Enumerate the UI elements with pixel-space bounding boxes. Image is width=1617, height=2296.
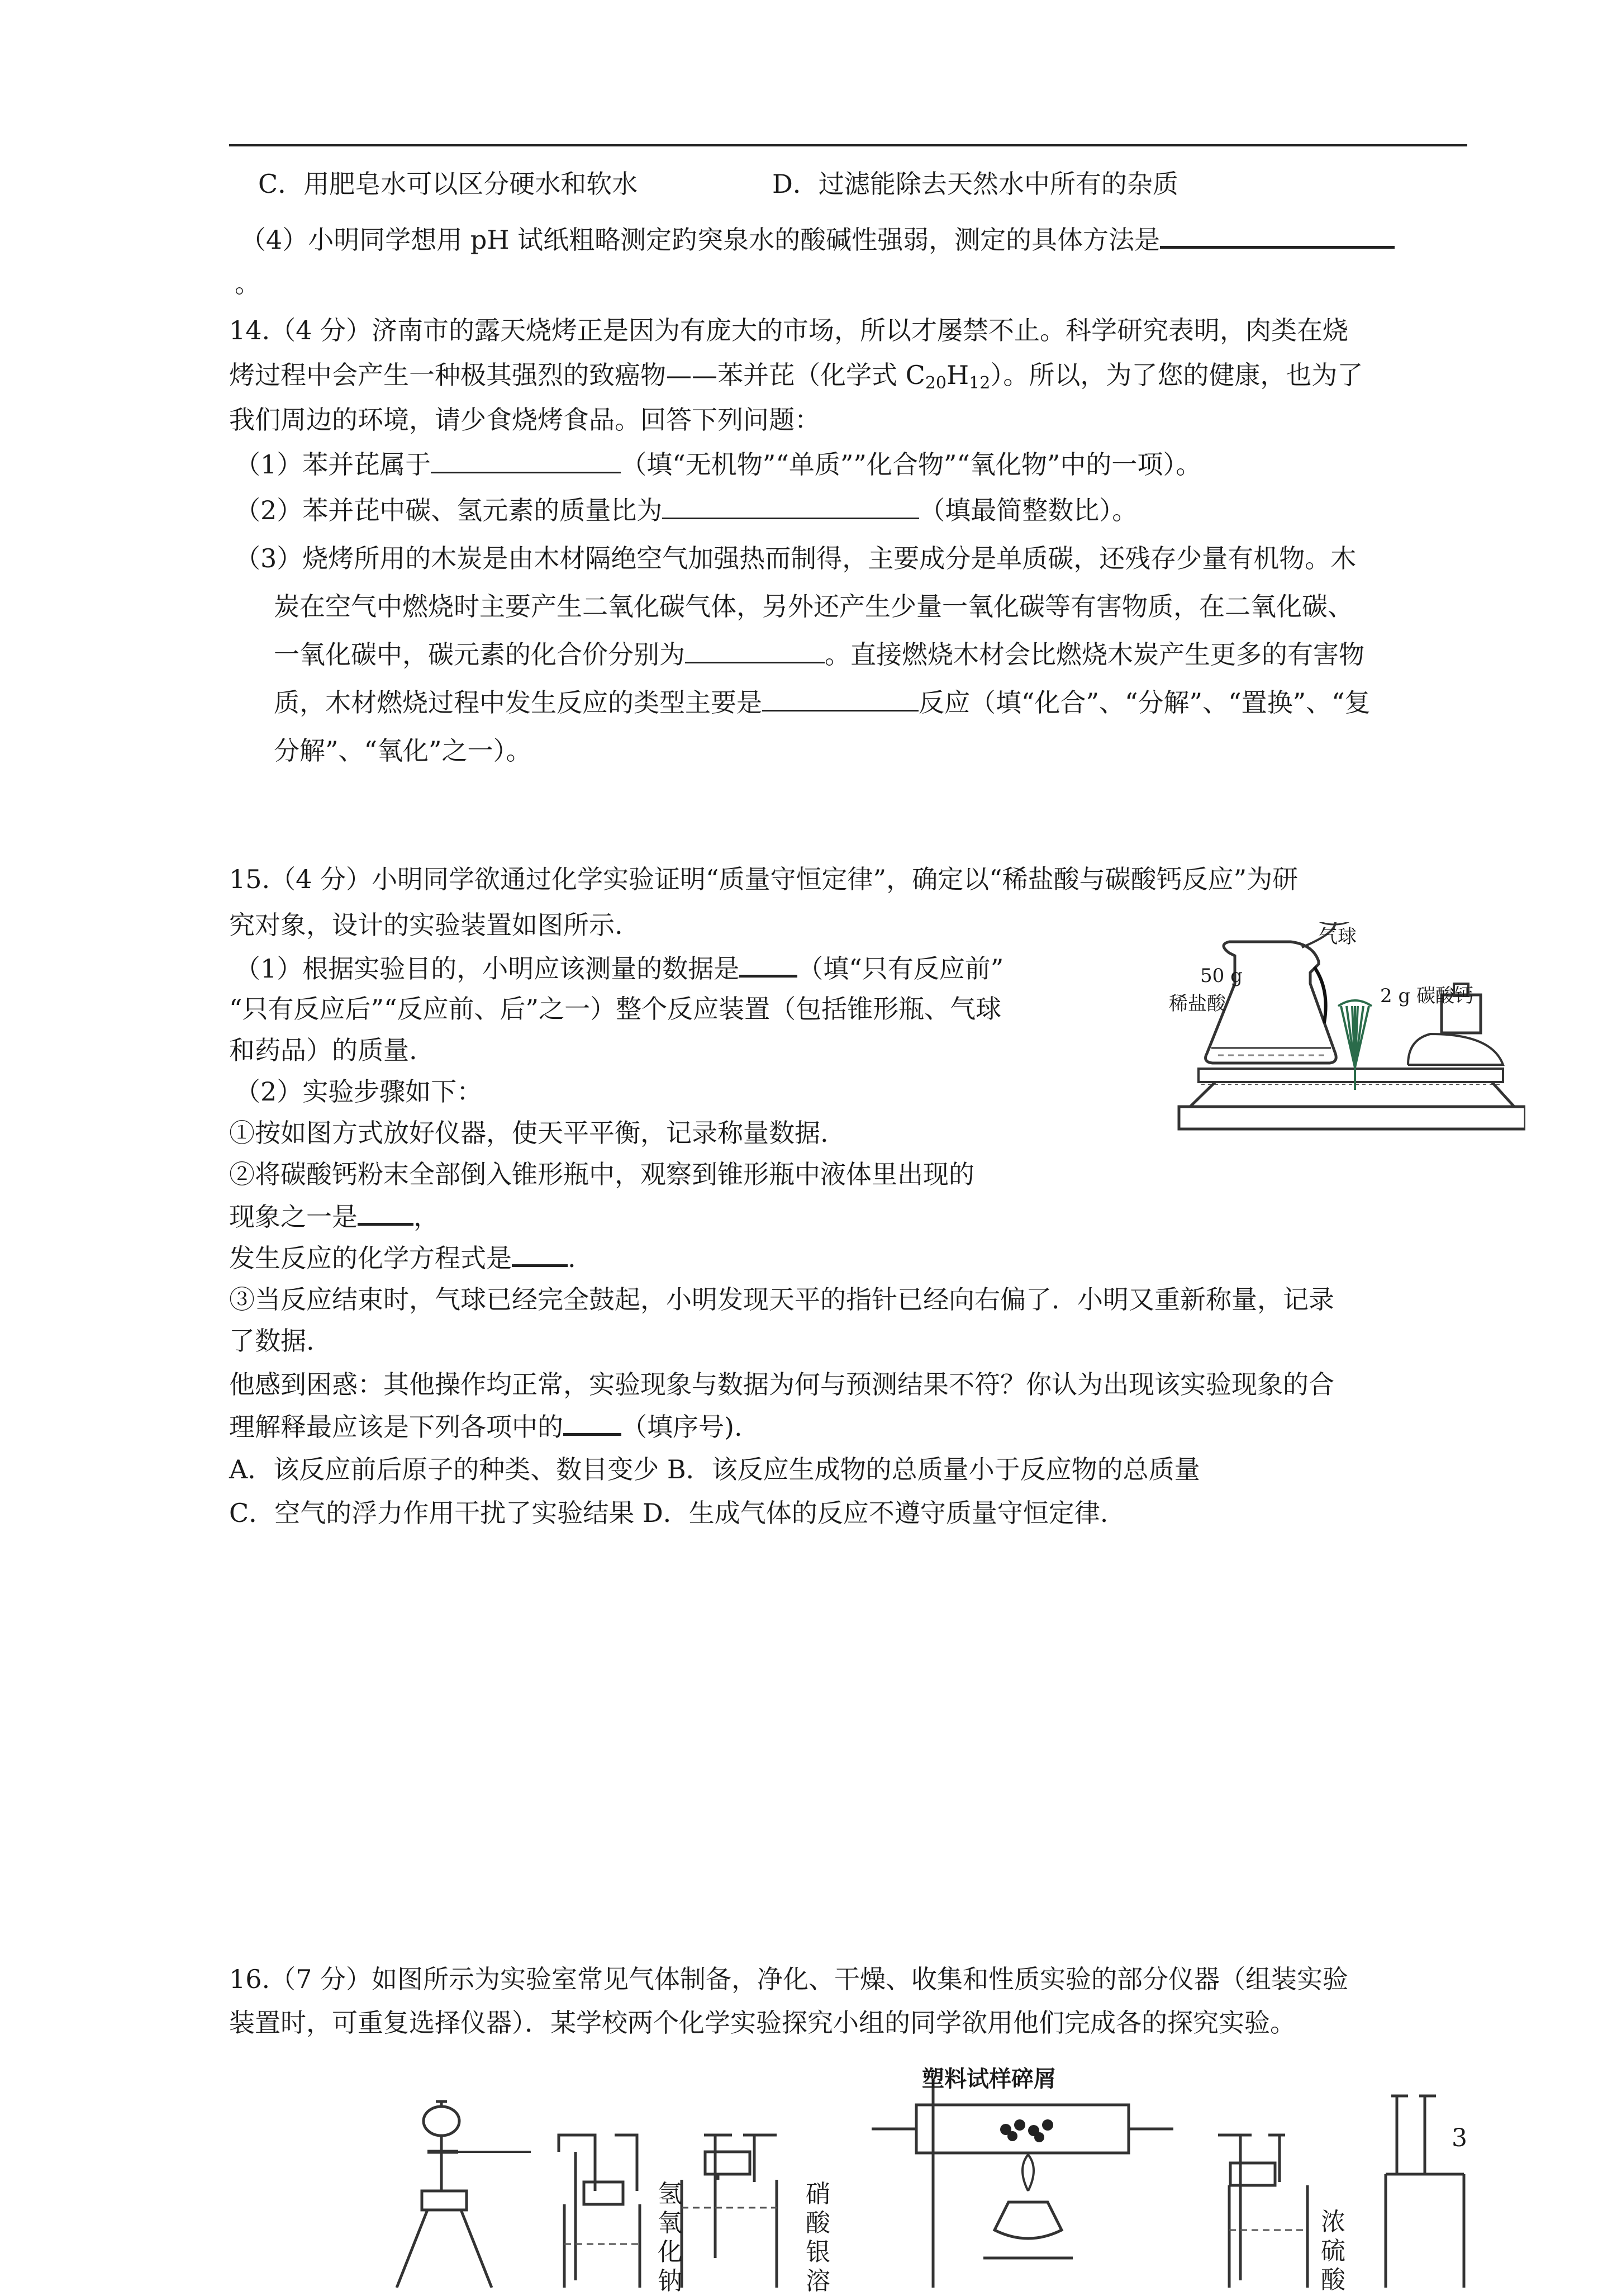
q15-step3-2: 了数据. bbox=[229, 1326, 315, 1356]
q15-intro-2: 究对象，设计的实验装置如图所示. bbox=[229, 910, 623, 940]
q14-part3-4: 质，木材燃烧过程中发生反应的类型主要是 反应（填“化合”、“分解”、“置换”、“复 bbox=[274, 685, 1371, 720]
answer-blank bbox=[358, 1198, 413, 1226]
q15-part1-1: （1）根据实验目的，小明应该测量的数据是 （填“只有反应前” bbox=[235, 950, 1004, 986]
answer-blank bbox=[1160, 221, 1395, 249]
q16-intro-1: 16.（7 分）如图所示为实验室常见气体制备，净化、干燥、收集和性质实验的部分仪器（组装实验 bbox=[229, 1964, 1349, 1994]
balloon-label: 气球 bbox=[1319, 926, 1357, 948]
answer-blank bbox=[431, 447, 621, 473]
agno3-label: 硝 酸 银 溶 bbox=[806, 2180, 830, 2295]
q15-puzzle-2: 理解释最应该是下列各项中的 （填序号). bbox=[229, 1408, 743, 1444]
q14-part3-3: 一氧化碳中，碳元素的化合价分别为 。直接燃烧木材会比燃烧木炭产生更多的有害物 bbox=[274, 637, 1364, 672]
option-d: D．过滤能除去天然水中所有的杂质 bbox=[772, 169, 1178, 199]
q14-part3-2: 炭在空气中燃烧时主要产生二氧化碳气体，另外还产生少量一氧化碳等有害物质，在二氧化碳、 bbox=[274, 591, 1353, 622]
acid-name-label: 稀盐酸 bbox=[1169, 993, 1226, 1015]
q15-intro-1: 15.（4 分）小明同学欲通过化学实验证明“质量守恒定律”，确定以“稀盐酸与碳酸钙反应”为研 bbox=[229, 864, 1299, 894]
q14-intro-3: 我们周边的环境，请少食烧烤食品。回答下列问题： bbox=[229, 405, 820, 435]
q14-part3-1: （3）烧烤所用的木炭是由木材隔绝空气加强热而制得，主要成分是单质碳，还残存少量有机物。木 bbox=[235, 543, 1357, 573]
q15-step2-3: 发生反应的化学方程式是 . bbox=[229, 1240, 576, 1275]
h2so4-label: 浓 硫 酸 bbox=[1321, 2208, 1345, 2294]
q15-options-cd: C．空气的浮力作用干扰了实验结果 D．生成气体的反应不遵守质量守恒定律. bbox=[229, 1498, 1109, 1528]
plastic-sample-label: 塑料试样碎屑 bbox=[922, 2066, 1056, 2092]
q15-step2-2: 现象之一是 ， bbox=[229, 1198, 439, 1234]
q13-part4: （4）小明同学想用 pH 试纸粗略测定趵突泉水的酸碱性强弱，测定的具体方法是 bbox=[240, 221, 1395, 257]
option-c: C．用肥皂水可以区分硬水和软水 bbox=[258, 169, 638, 199]
answer-blank bbox=[662, 493, 919, 519]
naoh-label: 氢 氧 化 钠 bbox=[658, 2180, 682, 2295]
answer-blank bbox=[563, 1408, 621, 1436]
answer-blank bbox=[739, 950, 797, 978]
q15-step2-1: ②将碳酸钙粉末全部倒入锥形瓶中，观察到锥形瓶中液体里出现的 bbox=[229, 1159, 974, 1189]
q15-step1: ①按如图方式放好仪器，使天平平衡，记录称量数据. bbox=[229, 1118, 829, 1148]
q16-intro-2: 装置时，可重复选择仪器）．某学校两个化学实验探究小组的同学欲用他们完成各的探究实验。 bbox=[229, 2008, 1296, 2038]
q15-part1-2: “只有反应后”“反应前、后”之一）整个反应装置（包括锥形瓶、气球 bbox=[229, 994, 1002, 1024]
q15-step3-1: ③当反应结束时，气球已经完全鼓起，小明发现天平的指针已经向右偏了．小明又重新称量，记录 bbox=[229, 1284, 1334, 1315]
q14-intro-1: 14.（4 分）济南市的露天烧烤正是因为有庞大的市场，所以才屡禁不止。科学研究表明，肉类在烧 bbox=[229, 315, 1349, 345]
q15-part1-3: 和药品）的质量. bbox=[229, 1035, 417, 1065]
q14-part3-5: 分解”、“氧化”之一）。 bbox=[274, 736, 532, 766]
answer-blank bbox=[762, 685, 919, 711]
q15-puzzle-1: 他感到困惑：其他操作均正常，实验现象与数据为何与预测结果不符？你认为出现该实验现象的合 bbox=[229, 1369, 1334, 1400]
gas-apparatus-figure bbox=[391, 2062, 1486, 2295]
q14-part2: （2）苯并芘中碳、氢元素的质量比为 （填最简整数比）。 bbox=[235, 493, 1138, 528]
q13-end: 。 bbox=[235, 268, 260, 298]
q14-intro-2: 烤过程中会产生一种极其强烈的致癌物——苯并芘（化学式 $C_{20}H_{12}$）。所以，为了您的健康，也为了 bbox=[229, 360, 1363, 393]
answer-blank bbox=[685, 637, 825, 663]
q15-options-ab: A．该反应前后原子的种类、数目变少 B．该反应生成物的总质量小于反应物的总质量 bbox=[229, 1454, 1200, 1484]
answer-blank bbox=[512, 1240, 568, 1267]
acid-mass-label: 50 g bbox=[1200, 965, 1243, 987]
balance-figure bbox=[1168, 922, 1525, 1213]
q15-part2: （2）实验步骤如下： bbox=[235, 1076, 483, 1107]
page-number: 3 bbox=[1452, 2124, 1467, 2152]
header-rule bbox=[229, 144, 1467, 146]
q14-part1: （1）苯并芘属于 （填“无机物”“单质””化合物”“氧化物”中的一项）。 bbox=[235, 447, 1201, 482]
caco3-label: 2 g 碳酸钙 bbox=[1380, 985, 1474, 1007]
